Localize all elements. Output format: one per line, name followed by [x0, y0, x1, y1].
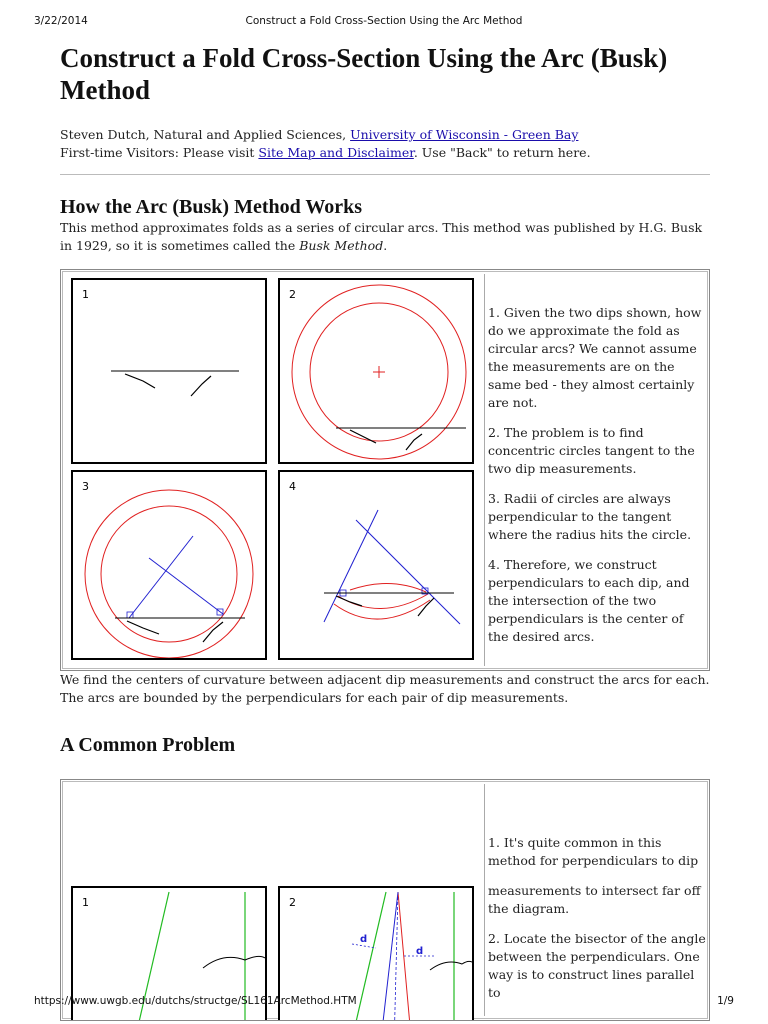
panel-number: 1: [82, 896, 89, 909]
intro-emphasis: Busk Method: [299, 238, 384, 253]
section-heading-problem: A Common Problem: [60, 734, 236, 756]
print-header: [34, 15, 734, 29]
diagram-panel-1: [71, 278, 267, 464]
distance-label: d: [360, 934, 368, 945]
figure-table-busk: [60, 269, 710, 671]
page-title: Construct a Fold Cross-Section Using the Arc (Busk) Method: [60, 43, 668, 105]
panel-number: 3: [82, 480, 89, 493]
uwgb-link[interactable]: University of Wisconsin - Green Bay: [350, 127, 579, 142]
problem-step-2: 2. Locate the bisector of the angle between the perpendiculars. One way is to construct lines parallel to: [488, 931, 706, 1000]
diagram-panel-2: [278, 278, 474, 464]
visitors-pre: First-time Visitors: Please visit: [60, 145, 259, 160]
diagram-4-svg: [280, 472, 472, 658]
problem-steps-text: [488, 834, 706, 1014]
print-page-number: 1/9: [717, 995, 734, 1007]
step-1: 1. Given the two dips shown, how do we approximate the fold as circular arcs? We cannot assume the measurements are on the same bed - they almost certainly are not.: [488, 305, 702, 410]
figure-table-problem: [60, 779, 710, 1021]
step-3: 3. Radii of circles are always perpendicular to the tangent where the radius hits the circle.: [488, 491, 692, 542]
diagram-panel-4: [278, 470, 474, 660]
diagram-panel-3: [71, 470, 267, 660]
panel-number: 2: [289, 896, 296, 909]
print-date: 3/22/2014: [34, 15, 88, 27]
panel-number: 1: [82, 288, 89, 301]
after-paragraph: We find the centers of curvature between adjacent dip measurements and construct the arcs for each. The arcs are bounded by the perpendiculars for each pair of dip measurements.: [60, 672, 710, 705]
diagram-1-svg: [73, 280, 265, 462]
panel-number: 4: [289, 480, 296, 493]
steps-text: [488, 304, 706, 658]
divider: [60, 174, 710, 175]
print-url: https://www.uwgb.edu/dutchs/structge/SL161ArcMethod.HTM: [34, 995, 357, 1007]
problem-step-1: 1. It's quite common in this method for perpendiculars to dip: [488, 835, 699, 868]
cell-divider: [484, 274, 485, 666]
intro-text-a: This method approximates folds as a series of circular arcs. This method was published by H.G. Busk in 1929, so it is sometimes called the: [60, 220, 703, 253]
intro-text-b: .: [383, 238, 388, 253]
intro-paragraph: [60, 219, 710, 255]
panel-number: 2: [289, 288, 296, 301]
diagram-2-svg: [280, 280, 472, 462]
print-title: Construct a Fold Cross-Section Using the Arc Method: [245, 15, 523, 27]
page-content: [60, 42, 710, 1021]
author-text: Steven Dutch, Natural and Applied Sciences,: [60, 127, 351, 142]
byline: [60, 126, 710, 162]
step-2: 2. The problem is to find concentric circles tangent to the two dip measurements.: [488, 425, 695, 476]
site-map-link[interactable]: Site Map and Disclaimer: [258, 145, 414, 160]
visitors-post: . Use "Back" to return here.: [413, 145, 591, 160]
print-footer: [34, 995, 734, 1009]
problem-step-1-cont: measurements to intersect far off the diagram.: [488, 883, 701, 916]
diagram-3-svg: [73, 472, 265, 658]
visitors-line: [60, 144, 710, 162]
author-line: [60, 126, 710, 144]
distance-label: d: [416, 946, 424, 957]
step-4: 4. Therefore, we construct perpendiculars to each dip, and the intersection of the two perpendiculars is the center of the desired arcs.: [488, 557, 690, 644]
section-heading-how: How the Arc (Busk) Method Works: [60, 196, 363, 218]
cell-divider: [484, 784, 485, 1016]
